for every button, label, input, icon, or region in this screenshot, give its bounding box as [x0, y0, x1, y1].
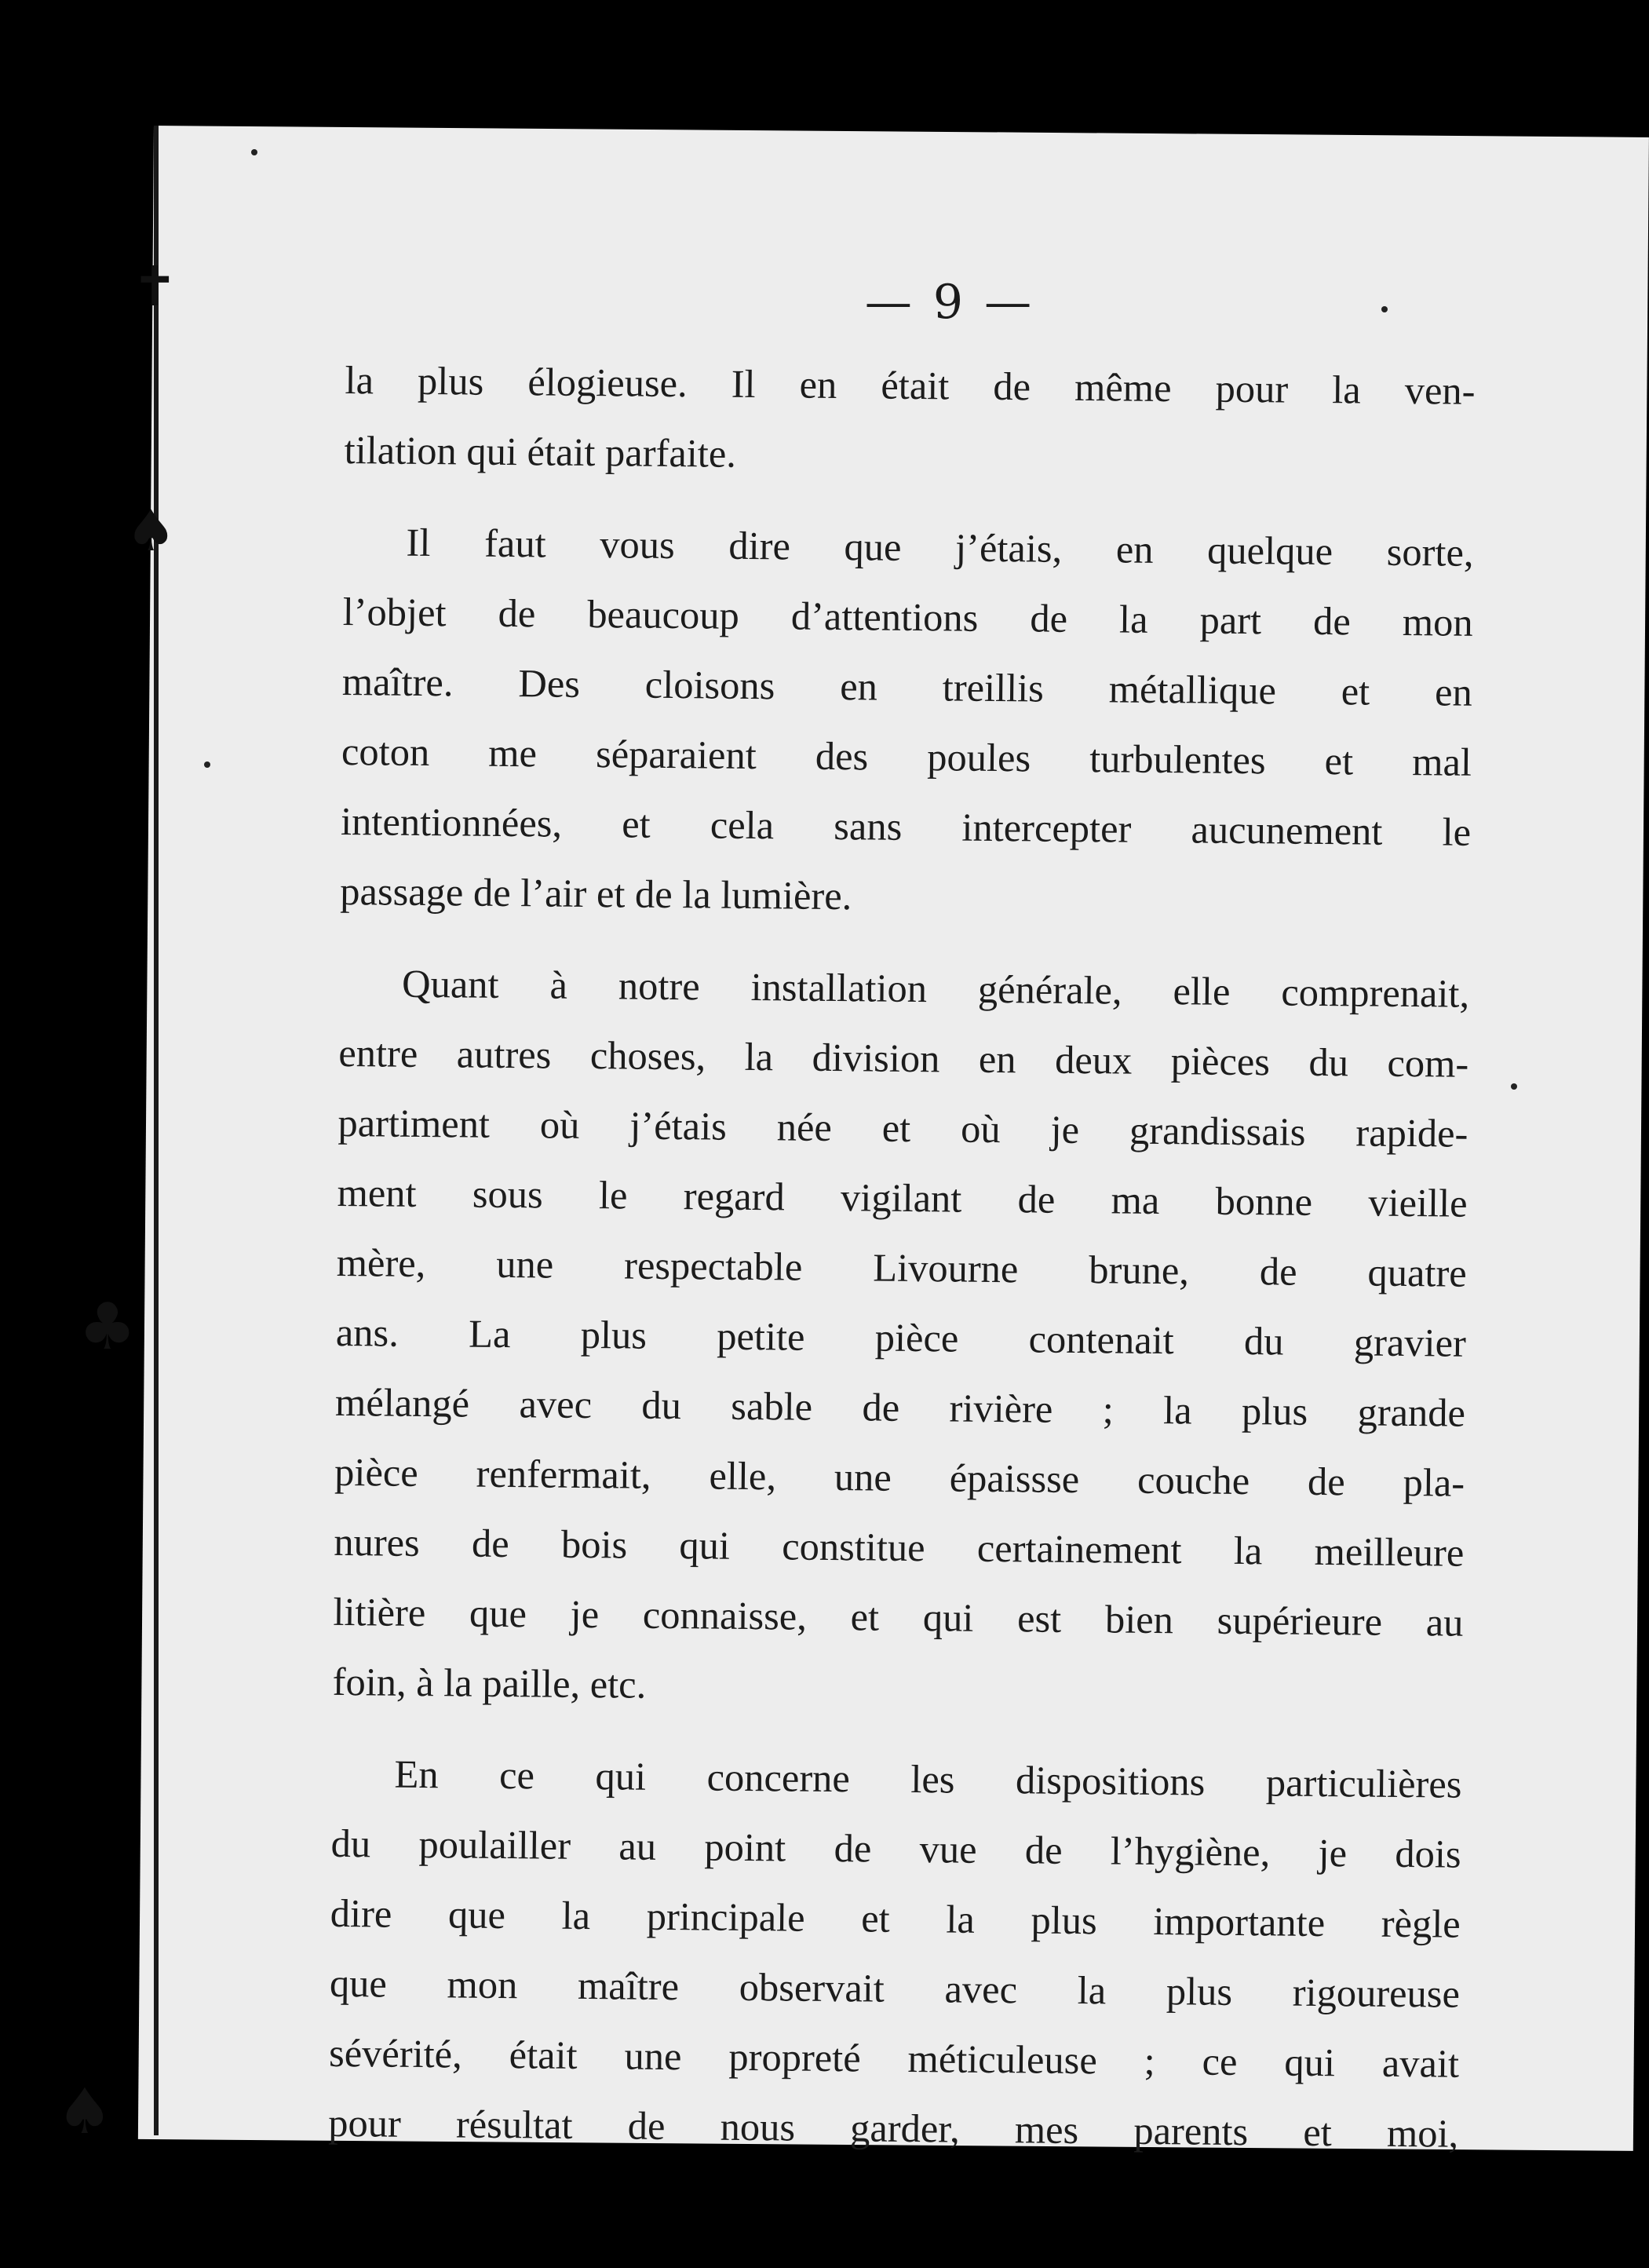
speck	[1511, 1083, 1517, 1090]
text-line: ans. La plus petite pièce contenait du gravier	[335, 1309, 1467, 1365]
text-line: mélangé avec du sable de rivière ; la plus grande	[334, 1379, 1466, 1435]
text-line: maître. Des cloisons en treillis métallique et en	[341, 659, 1473, 714]
text-line: Quant à notre installation générale, elle comprenait,	[401, 961, 1470, 1016]
text-line: ment sous le regard vigilant de ma bonne vieille	[337, 1170, 1468, 1225]
text-line: pour résultat de nous garder, mes parents et moi,	[327, 2100, 1459, 2156]
margin-ornament-cross: ✝	[132, 254, 178, 319]
margin-ornament-club: ♠	[126, 498, 177, 564]
margin-ornament-club: ♣	[78, 1290, 137, 1364]
text-line: que mon maître observait avec la plus rigoureuse	[329, 1960, 1461, 2016]
margin-ornament-club: ♠	[57, 2075, 113, 2148]
body-text	[328, 345, 1476, 2191]
text-line: l’objet de beaucoup d’attentions de la part de mon	[342, 589, 1473, 645]
speck	[204, 761, 210, 768]
text-line: du poulailler au point de vue de l’hygiène, je dois	[330, 1821, 1461, 1876]
text-line: litière que je connaisse, et qui est bien supérieure au	[333, 1589, 1464, 1645]
speck	[251, 149, 257, 155]
text-line: tilation qui était parfaite.	[344, 427, 737, 476]
speck	[1381, 306, 1388, 312]
paragraph	[344, 345, 1476, 496]
text-line: entre autres choses, la division en deux pièces du com-	[338, 1030, 1469, 1086]
text-line: dire que la principale et la plus importante règle	[330, 1890, 1461, 1946]
text-line: intentionnées, et cela sans intercepter aucunement le	[340, 798, 1472, 854]
text-line: sévérité, était une propreté méticuleuse ; ce qui avait	[328, 2030, 1460, 2086]
page-number: — 9 —	[864, 275, 1035, 330]
binding-edge	[154, 126, 159, 2135]
text-line: nures de bois qui constitue certainement la meilleure	[334, 1519, 1465, 1575]
text-line: mère, une respectable Livourne brune, de quatre	[336, 1240, 1467, 1295]
paragraph	[340, 507, 1474, 937]
text-line: Il faut vous dire que j’étais, en quelque sorte,	[406, 520, 1474, 575]
text-line: En ce qui concerne les dispositions particulières	[394, 1751, 1462, 1806]
text-line: passage de l’air et de la lumière.	[340, 868, 852, 919]
text-line: partiment où j’étais née et où je grandissais rapide-	[337, 1100, 1468, 1156]
text-line: foin, à la paille, etc.	[332, 1659, 647, 1707]
paragraph	[328, 1739, 1462, 2169]
text-line: coton me séparaient des poules turbulentes et mal	[341, 729, 1472, 784]
paragraph	[332, 948, 1469, 1728]
text-line: pièce renfermait, elle, une épaissse couche de pla-	[334, 1449, 1465, 1505]
text-line: la plus élogieuse. Il en était de même pour la ven-	[345, 357, 1476, 413]
